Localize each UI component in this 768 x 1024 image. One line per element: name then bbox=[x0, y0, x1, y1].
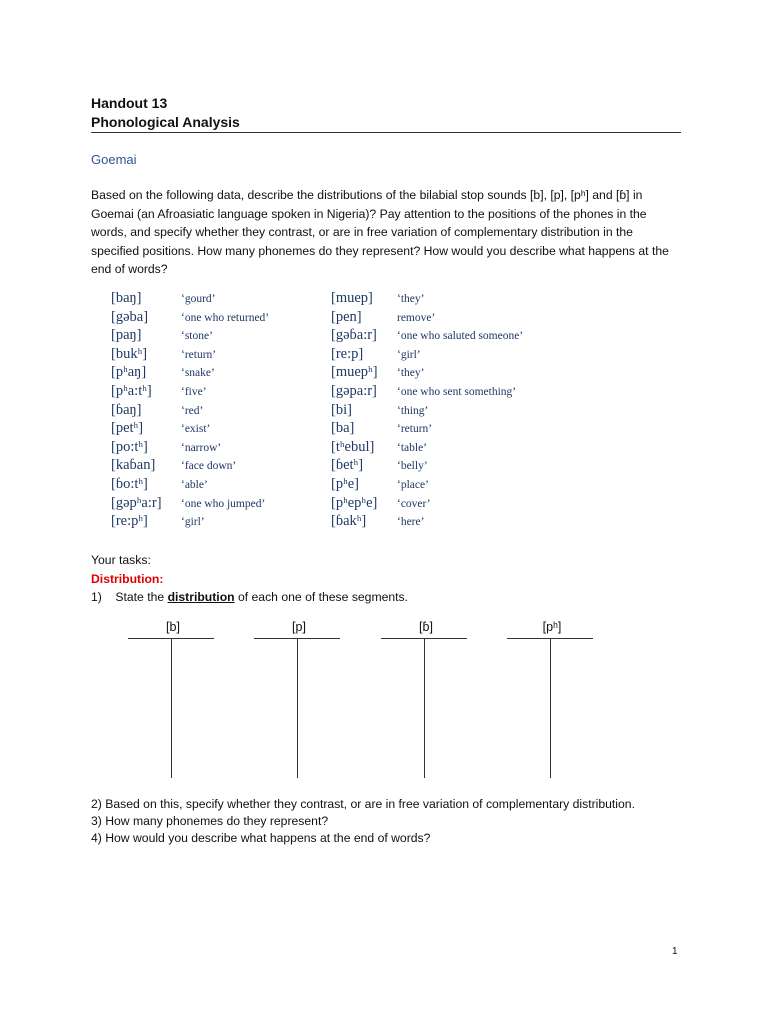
data-gloss: ‘they’ bbox=[397, 367, 425, 380]
segment-divider-line bbox=[171, 638, 172, 778]
segment-box-p bbox=[254, 620, 344, 780]
data-form: [muepʰ] bbox=[331, 364, 378, 381]
data-row bbox=[111, 364, 269, 383]
data-form: [petʰ] bbox=[111, 420, 144, 437]
data-row bbox=[111, 402, 269, 421]
data-gloss: ‘one who sent something’ bbox=[397, 385, 517, 398]
segment-box-implosive-b bbox=[381, 620, 471, 780]
data-form: [pen] bbox=[331, 308, 362, 325]
data-column-right bbox=[331, 290, 523, 532]
data-gloss: ‘face down’ bbox=[181, 460, 237, 473]
data-row bbox=[111, 439, 269, 458]
data-row bbox=[111, 309, 269, 328]
segment-divider-line bbox=[297, 638, 298, 778]
question-1-prefix: 1) State the bbox=[91, 590, 168, 605]
data-gloss: ‘five’ bbox=[181, 385, 207, 398]
data-gloss: ‘snake’ bbox=[181, 367, 215, 380]
data-form: [muep] bbox=[331, 290, 373, 306]
data-form: [bukʰ] bbox=[111, 345, 148, 362]
data-gloss: ‘return’ bbox=[397, 423, 433, 436]
data-form: [bi] bbox=[331, 401, 352, 418]
question-1-suffix: of each one of these segments. bbox=[234, 590, 409, 605]
data-gloss: ‘thing’ bbox=[397, 404, 429, 417]
data-form: [paŋ] bbox=[111, 327, 142, 344]
page-number: 1 bbox=[672, 946, 678, 957]
data-gloss: ‘one who jumped’ bbox=[181, 497, 266, 510]
data-gloss: ‘one who saluted someone’ bbox=[397, 330, 524, 343]
data-gloss: ‘able’ bbox=[181, 478, 208, 491]
data-row bbox=[111, 495, 269, 514]
segment-box-b bbox=[128, 620, 218, 780]
handout-title bbox=[91, 94, 240, 132]
title-divider bbox=[91, 132, 681, 133]
segment-divider-line bbox=[550, 638, 551, 778]
section-title: Goemai bbox=[91, 152, 137, 167]
data-form: [baŋ] bbox=[111, 290, 142, 306]
data-gloss: ‘one who returned’ bbox=[181, 311, 270, 324]
distribution-label: Distribution: bbox=[91, 571, 164, 586]
data-gloss: ‘return’ bbox=[181, 348, 217, 361]
data-gloss: ‘exist’ bbox=[181, 423, 211, 436]
data-row bbox=[111, 513, 269, 532]
data-form: [pʰaŋ] bbox=[111, 364, 147, 381]
data-form: [ɓo:tʰ] bbox=[111, 475, 148, 492]
title-line-1: Handout 13 bbox=[91, 95, 168, 111]
data-gloss: ‘girl’ bbox=[397, 348, 421, 361]
data-form: [ɓakʰ] bbox=[331, 513, 367, 530]
data-row bbox=[111, 420, 269, 439]
segment-label: [b] bbox=[166, 620, 180, 634]
data-gloss: ‘stone’ bbox=[181, 330, 213, 343]
data-gloss: ‘narrow’ bbox=[181, 441, 222, 454]
data-gloss: ‘red’ bbox=[181, 404, 204, 417]
segment-label: [p] bbox=[292, 620, 306, 634]
data-row bbox=[331, 457, 523, 476]
data-form: [gəba] bbox=[111, 308, 149, 325]
data-form: [po:tʰ] bbox=[111, 438, 148, 455]
data-form: [pʰa:tʰ] bbox=[111, 382, 152, 399]
question-4: 4) How would you describe what happens at the end of words? bbox=[91, 831, 431, 846]
data-form: [ɓaŋ] bbox=[111, 401, 142, 418]
data-row bbox=[331, 327, 523, 346]
data-row bbox=[111, 383, 269, 402]
data-row bbox=[331, 364, 523, 383]
data-form: [re:pʰ] bbox=[111, 513, 148, 530]
data-form: [gəɓa:r] bbox=[331, 327, 377, 344]
tasks-heading: Your tasks: bbox=[91, 553, 151, 567]
data-form: [pʰepʰe] bbox=[331, 494, 378, 511]
data-gloss: ‘girl’ bbox=[181, 516, 205, 529]
data-form: [kaɓan] bbox=[111, 457, 156, 474]
data-row bbox=[331, 346, 523, 365]
data-form: [ɓetʰ] bbox=[331, 457, 364, 474]
question-1 bbox=[91, 588, 408, 607]
data-gloss: ‘table’ bbox=[397, 441, 428, 454]
data-row bbox=[331, 476, 523, 495]
data-column-left bbox=[111, 290, 269, 532]
data-row bbox=[331, 513, 523, 532]
data-form: [re:p] bbox=[331, 345, 364, 362]
data-row bbox=[331, 420, 523, 439]
data-form: [ba] bbox=[331, 420, 355, 437]
questions-block bbox=[91, 796, 651, 848]
data-row bbox=[331, 495, 523, 514]
data-form: [gəpa:r] bbox=[331, 382, 377, 399]
data-row bbox=[111, 327, 269, 346]
data-row bbox=[331, 439, 523, 458]
title-line-2: Phonological Analysis bbox=[91, 114, 240, 130]
data-gloss: ‘they’ bbox=[397, 293, 425, 305]
segment-label: [pʰ] bbox=[542, 620, 562, 634]
data-row bbox=[331, 309, 523, 328]
question-1-emphasis: distribution bbox=[167, 590, 235, 605]
segment-box-ph bbox=[507, 620, 597, 780]
data-form: [tʰebul] bbox=[331, 438, 375, 455]
data-form: [gəpʰa:r] bbox=[111, 494, 162, 511]
intro-paragraph: Based on the following data, describe the distributions of the bilabial stop sounds [b], [p], [pʰ] and [ɓ] in Goemai (an Afroasiatic language spoken in Nigeria)? Pay attention to the positions of the phones in the words, and specify whether they contrast, or are in free variation of complementary distribution in the specified positions. How many phonemes do they represent? How would you describe what happens at the end of words? bbox=[91, 188, 669, 277]
data-gloss: ‘gourd’ bbox=[181, 293, 216, 305]
data-row bbox=[331, 402, 523, 421]
data-row bbox=[111, 457, 269, 476]
data-row bbox=[111, 290, 269, 309]
data-row bbox=[331, 383, 523, 402]
data-gloss: ‘belly’ bbox=[397, 460, 428, 473]
segment-label: [ɓ] bbox=[419, 620, 433, 634]
question-3: 3) How many phonemes do they represent? bbox=[91, 814, 329, 829]
data-row bbox=[111, 476, 269, 495]
data-form: [pʰe] bbox=[331, 475, 360, 492]
tasks-block bbox=[91, 551, 408, 607]
question-2: 2) Based on this, specify whether they contrast, or are in free variation of complementary distribution. bbox=[91, 797, 635, 811]
data-row bbox=[331, 290, 523, 309]
data-gloss: ‘place’ bbox=[397, 478, 429, 491]
segment-divider-line bbox=[424, 638, 425, 778]
data-gloss: ‘here’ bbox=[397, 516, 425, 529]
data-row bbox=[111, 346, 269, 365]
data-gloss: remove’ bbox=[397, 311, 436, 324]
data-gloss: ‘cover’ bbox=[397, 497, 431, 510]
